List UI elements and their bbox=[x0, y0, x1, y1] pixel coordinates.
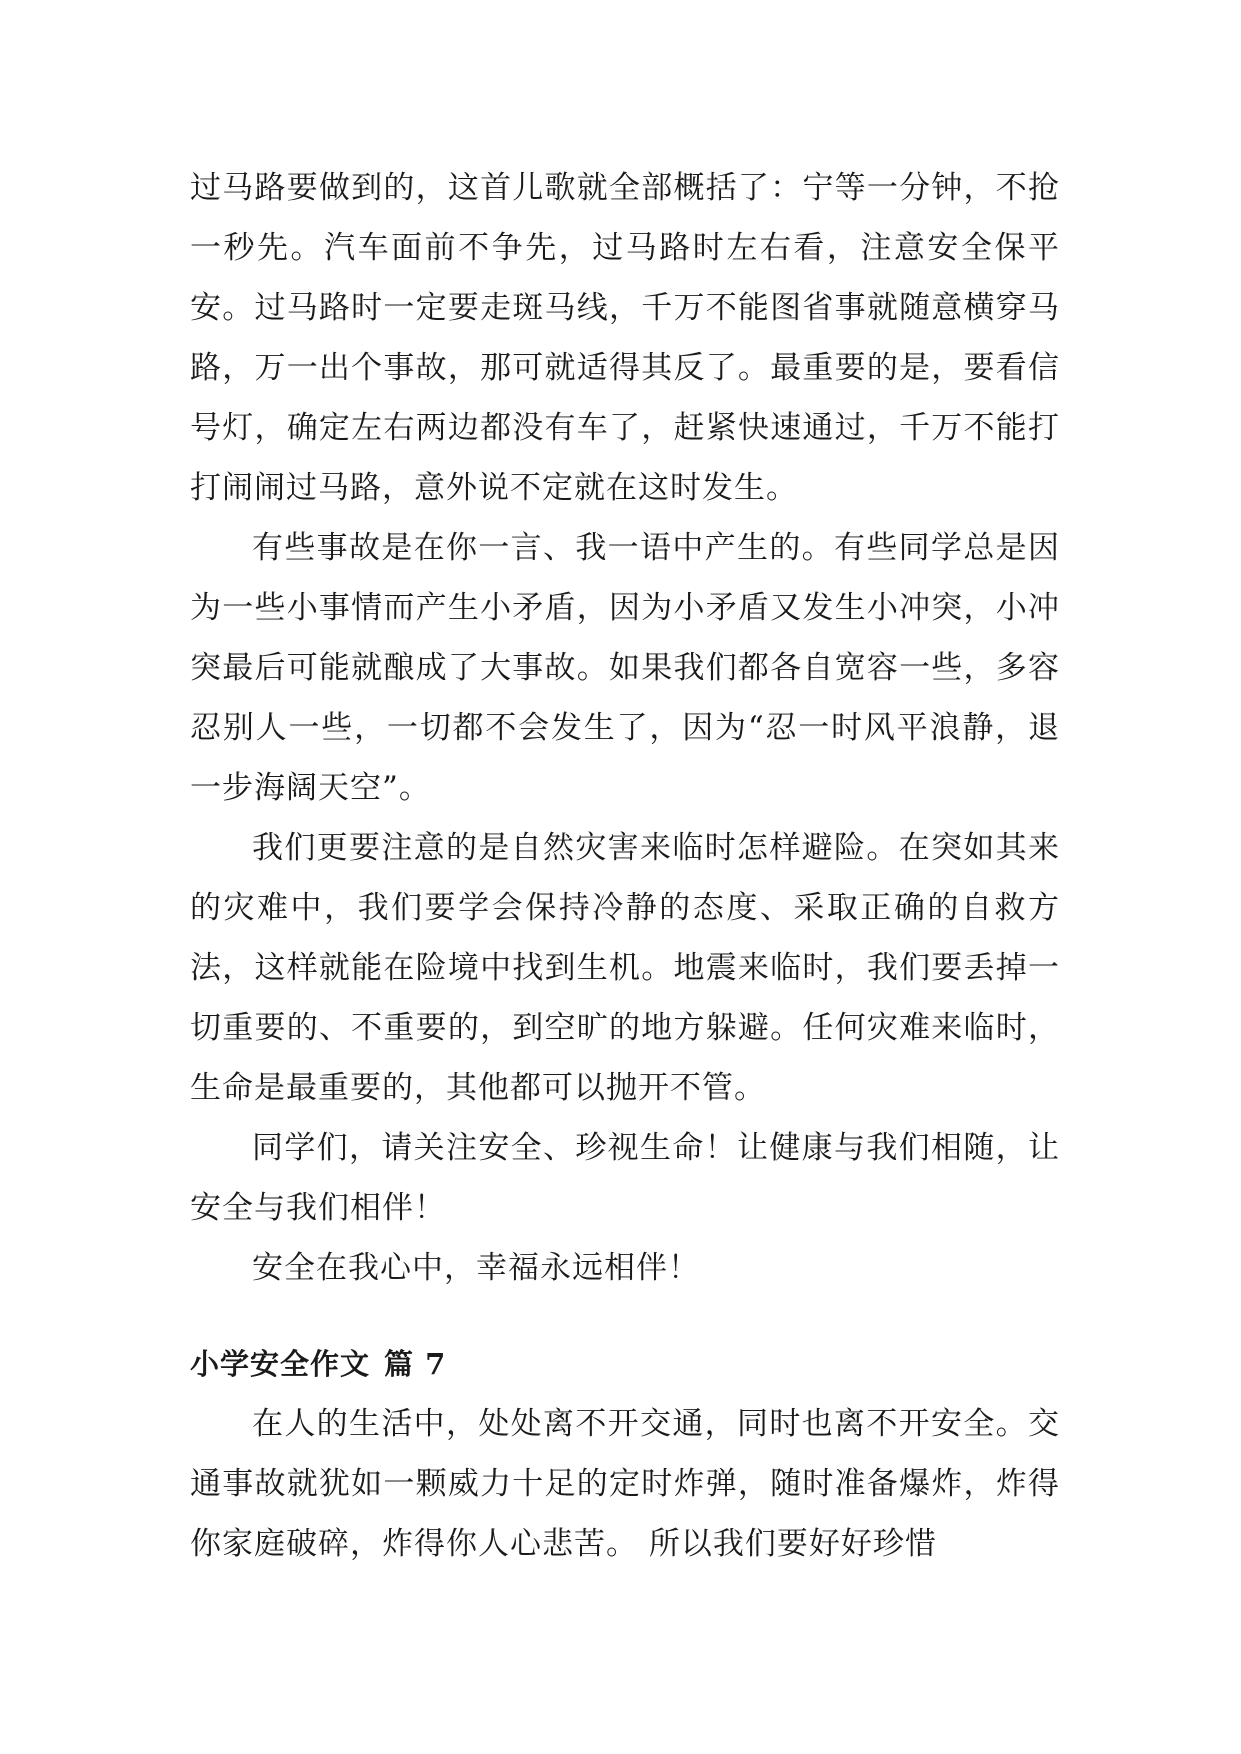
paragraph-6: 在人的生活中，处处离不开交通，同时也离不开安全。交通事故就犹如一颗威力十足的定时炸弹，随时准备爆炸，炸得你家庭破碎，炸得你人心悲苦。 所以我们要好好珍惜 bbox=[190, 1406, 1060, 1562]
paragraph-1: 过马路要做到的，这首儿歌就全部概括了：宁等一分钟，不抢一秒先。汽车面前不争先，过马路时左右看，注意安全保平安。过马路时一定要走斑马线，千万不能图省事就随意横穿马路，万一出个事故，那可就适得其反了。最重要的是，要看信号灯，确定左右两边都没有车了，赶紧快速通过，千万不能打打闹闹过马路，意外说不定就在这时发生。 bbox=[190, 170, 1060, 506]
paragraph-3: 我们更要注意的是自然灾害来临时怎样避险。在突如其来的灾难中，我们要学会保持冷静的态度、采取正确的自救方法，这样就能在险境中找到生机。地震来临时，我们要丢掉一切重要的、不重要的，到空旷的地方躲避。任何灾难来临时，生命是最重要的，其他都可以抛开不管。 bbox=[190, 830, 1060, 1106]
paragraph-5: 安全在我心中，幸福永远相伴！ bbox=[252, 1250, 700, 1286]
section-heading bbox=[190, 1334, 1060, 1394]
section-title: 小学安全作文 bbox=[190, 1347, 371, 1381]
document-body bbox=[190, 158, 1060, 1574]
section-number: 篇 7 bbox=[384, 1347, 447, 1381]
paragraph-2: 有些事故是在你一言、我一语中产生的。有些同学总是因为一些小事情而产生小矛盾，因为小矛盾又发生小冲突，小冲突最后可能就酿成了大事故。如果我们都各自宽容一些，多容忍别人一些，一切都不会发生了，因为“忍一时风平浪静，退一步海阔天空”。 bbox=[190, 530, 1060, 806]
paragraph-4: 同学们，请关注安全、珍视生命！让健康与我们相随，让安全与我们相伴！ bbox=[190, 1130, 1060, 1226]
